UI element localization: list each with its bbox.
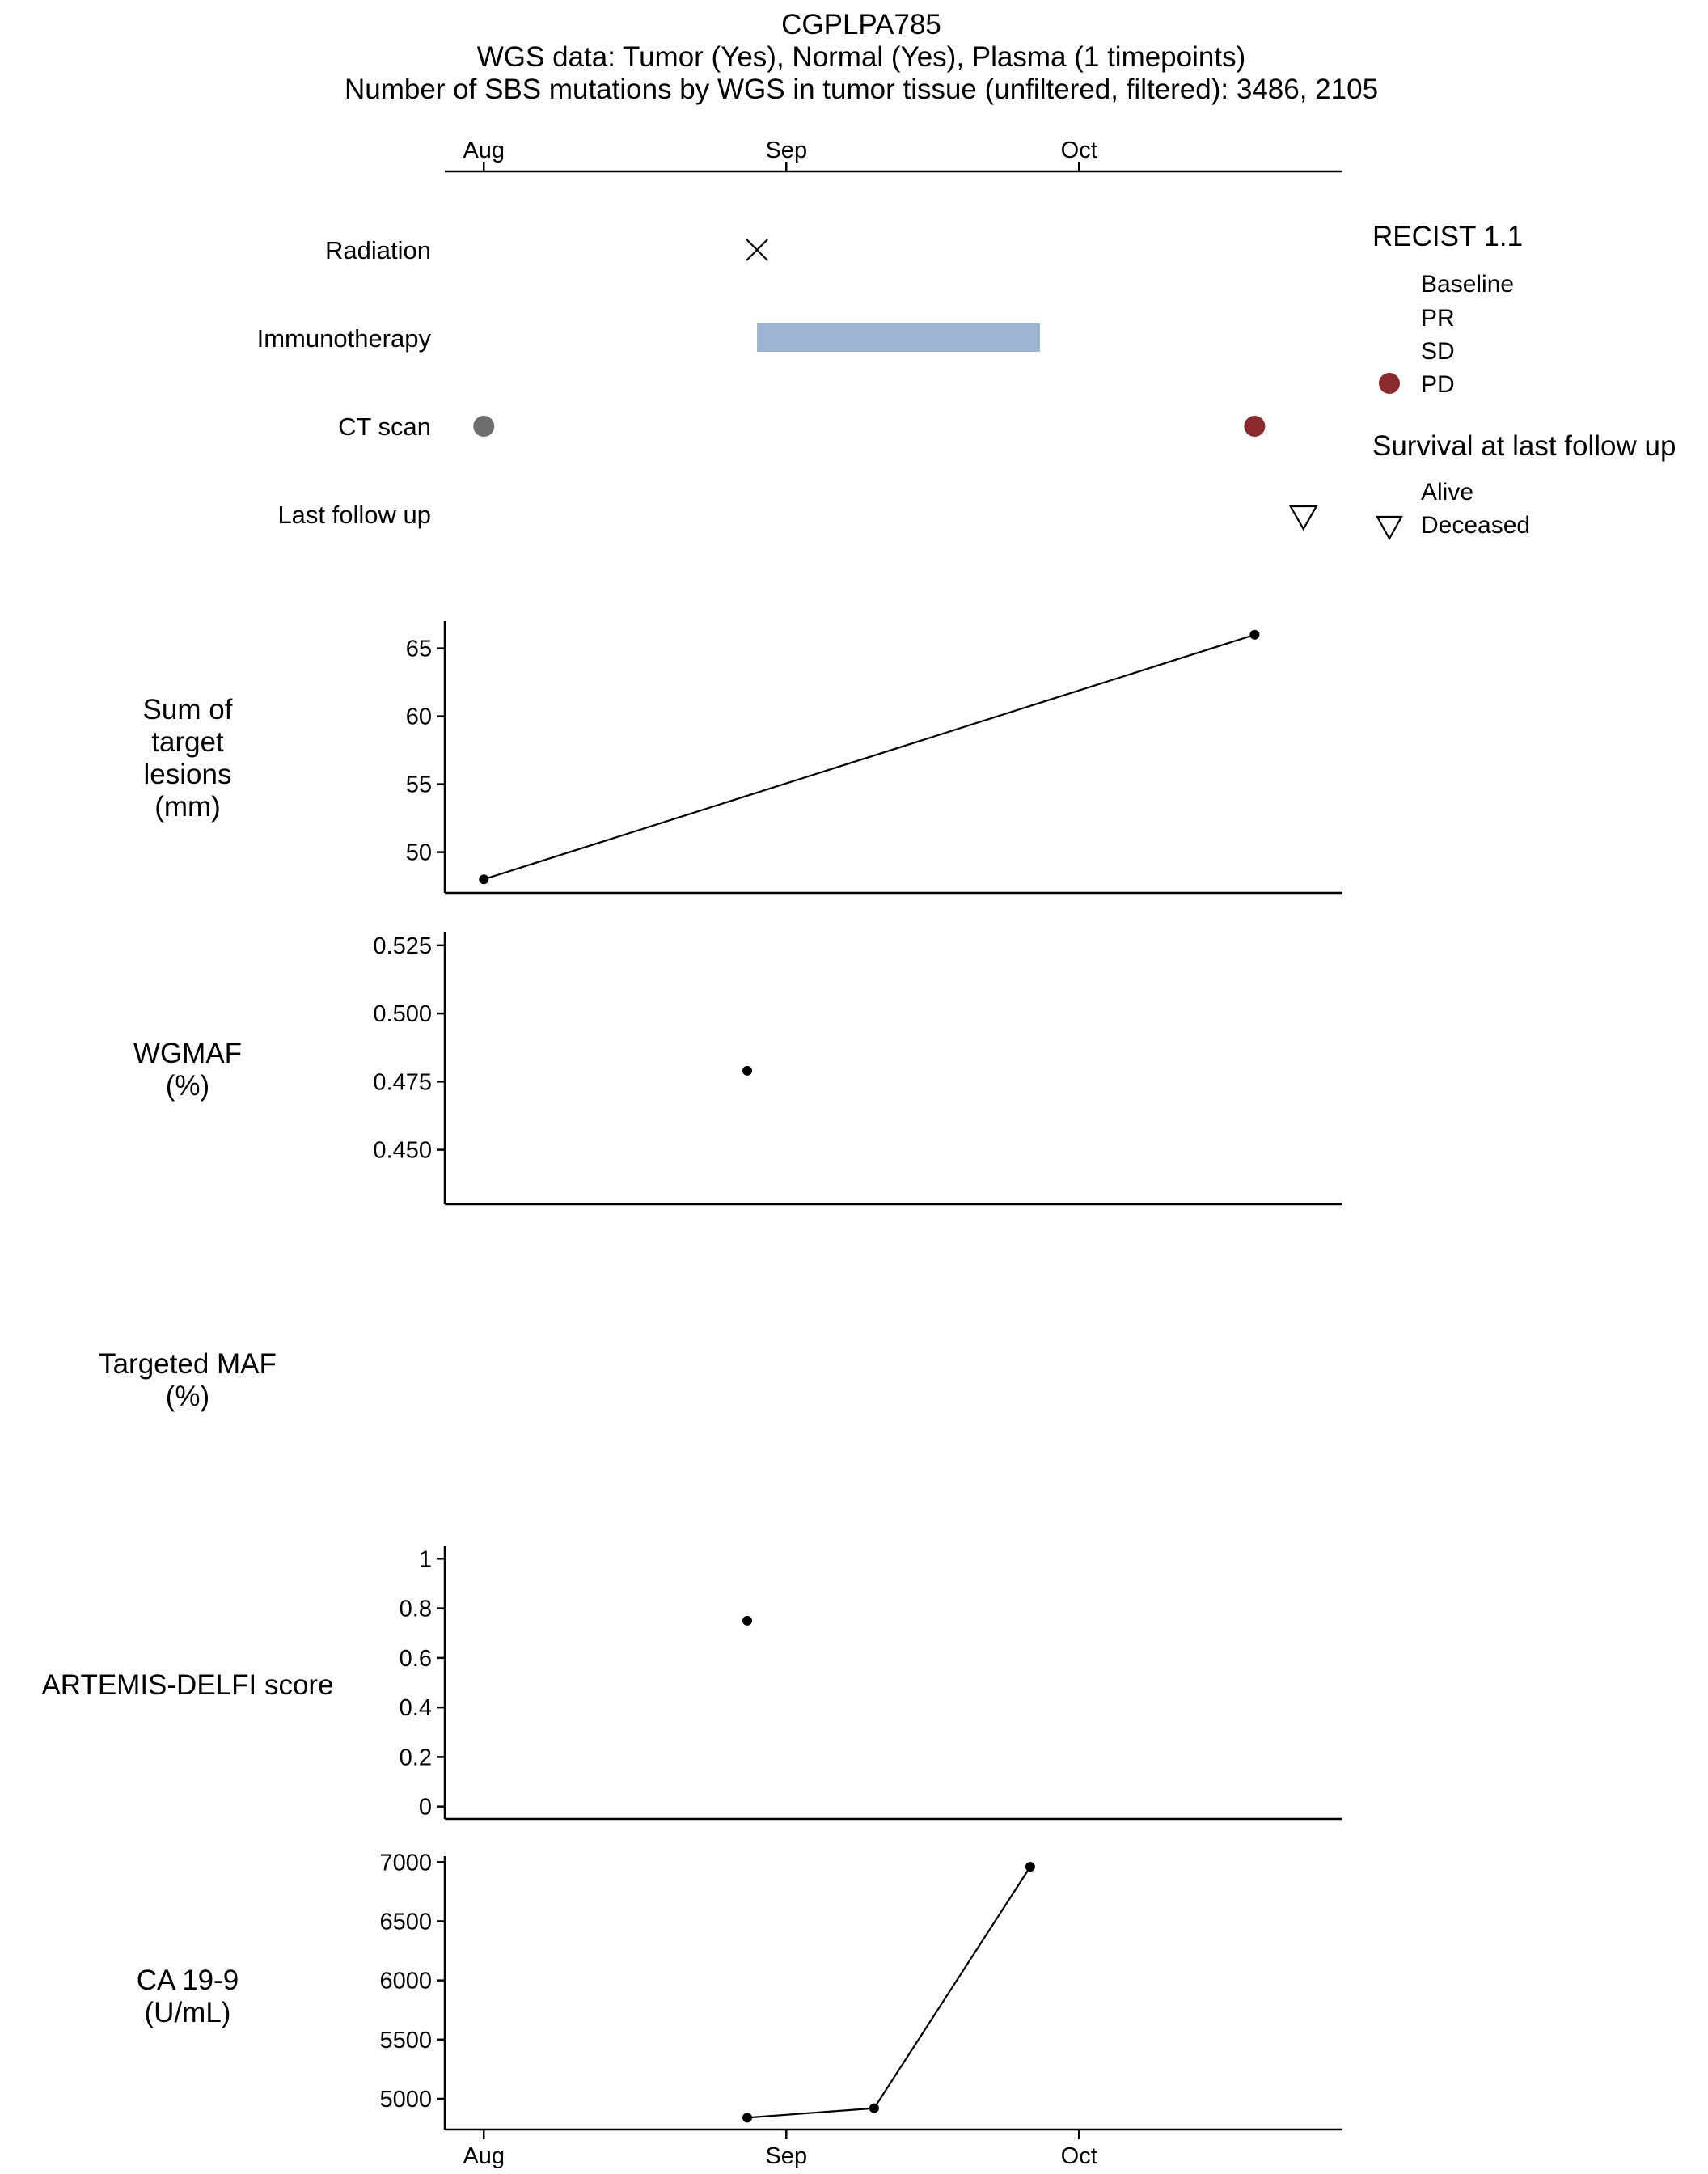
ca199-y-tick-label: 6000 [379,1968,432,1994]
artemis-y-tick-label: 0 [418,1794,432,1821]
row-label-last-follow-up: Last follow up [277,501,431,529]
sum-y-tick-label: 65 [405,636,432,662]
sum-data-point [479,874,488,884]
ct-scan-marker-baseline [473,416,494,437]
bottom-tick-label-oct: Oct [1060,2143,1097,2169]
chart-artemis-delfi [400,1546,1342,1821]
label-sum-line-3: lesions [143,759,232,790]
label-wgmaf-line-1: WGMAF [133,1038,243,1069]
chart-ca199 [379,1850,1342,2130]
ca199-data-point [869,2104,879,2113]
chart-sum-target-lesions [406,621,1342,893]
label-targeted-line-1: Targeted MAF [99,1348,277,1380]
top-tick-label-oct: Oct [1060,137,1097,163]
legend-item-deceased: Deceased [1421,512,1531,539]
label-artemis-delfi [41,1669,333,1701]
bottom-tick-label-aug: Aug [463,2143,505,2169]
sum-series-line [484,635,1254,879]
timeline-month-ticks [463,137,1097,171]
figure-title: CGPLPA785 [781,9,941,40]
ct-scan-marker-pd [1244,416,1265,437]
ca199-y-tick-label: 7000 [379,1850,432,1876]
label-wgmaf-line-2: (%) [165,1070,210,1102]
figure-subtitle-sbs: Number of SBS mutations by WGS in tumor tissue (unfiltered, filtered): 3486, 2105 [344,74,1379,105]
label-sum-line-2: target [151,726,224,758]
ca199-data-point [1025,1862,1035,1872]
legend-item-pr: PR [1421,305,1455,332]
artemis-data-point [742,1616,752,1626]
label-wgmaf [133,1038,242,1102]
artemis-y-tick-label: 0.4 [399,1695,432,1722]
artemis-y-tick-label: 0.8 [399,1596,432,1622]
wgmaf-y-tick-label: 0.475 [373,1069,432,1096]
sum-y-tick-label: 50 [405,840,432,866]
sum-y-tick-label: 55 [405,772,432,798]
label-targeted-line-2: (%) [165,1381,210,1412]
top-tick-label-sep: Sep [765,137,808,163]
legend-item-pd: PD [1421,371,1455,398]
label-sum-line-1: Sum of [142,694,233,725]
wgmaf-y-tick-label: 0.525 [373,933,432,959]
label-ca199-line-2: (U/mL) [144,1997,231,2028]
legend-item-baseline: Baseline [1421,271,1515,298]
label-ca199-line-1: CA 19-9 [136,1965,239,1996]
artemis-y-tick-label: 1 [418,1546,432,1573]
ca199-data-point [742,2113,752,2122]
legend-item-alive: Alive [1421,479,1474,505]
figure-subtitle-wgs: WGS data: Tumor (Yes), Normal (Yes), Plasma (1 timepoints) [476,41,1246,73]
legend [1372,221,1676,539]
row-label-ct-scan: CT scan [338,412,431,441]
timeline-panel [257,137,1342,529]
row-label-radiation: Radiation [325,236,431,264]
bottom-month-axis [463,2130,1097,2169]
wgmaf-y-tick-label: 0.500 [373,1001,432,1028]
wgmaf-data-point [742,1066,752,1076]
bottom-tick-label-sep: Sep [765,2143,808,2169]
ca199-y-tick-label: 5000 [379,2086,432,2113]
last-follow-up-deceased-icon [1291,506,1317,529]
legend-item-sd: SD [1421,338,1455,365]
legend-pd-dot-icon [1379,373,1400,394]
sum-data-point [1249,630,1259,640]
wgmaf-y-tick-label: 0.450 [373,1137,432,1164]
artemis-y-tick-label: 0.2 [399,1745,432,1771]
ca199-y-tick-label: 5500 [379,2027,432,2053]
immunotherapy-bar [757,323,1040,352]
top-tick-label-aug: Aug [463,137,505,163]
ct-scan-markers [473,416,1265,437]
row-label-immunotherapy: Immunotherapy [256,324,431,353]
legend-deceased-triangle-icon [1377,517,1401,539]
legend-survival-title: Survival at last follow up [1372,430,1676,462]
radiation-cross-icon [746,239,767,260]
label-artemis-line-1: ARTEMIS-DELFI score [41,1669,334,1701]
label-targeted-maf [99,1348,277,1412]
label-ca199 [137,1965,239,2028]
ca199-y-tick-label: 6500 [379,1909,432,1935]
sum-y-tick-label: 60 [405,704,432,730]
ca199-series-line [747,1867,1030,2117]
label-sum-target-lesions [143,694,233,823]
artemis-y-tick-label: 0.6 [399,1645,432,1672]
label-sum-line-4: (mm) [154,791,221,823]
chart-wgmaf [373,932,1342,1204]
legend-recist-title: RECIST 1.1 [1372,221,1524,252]
